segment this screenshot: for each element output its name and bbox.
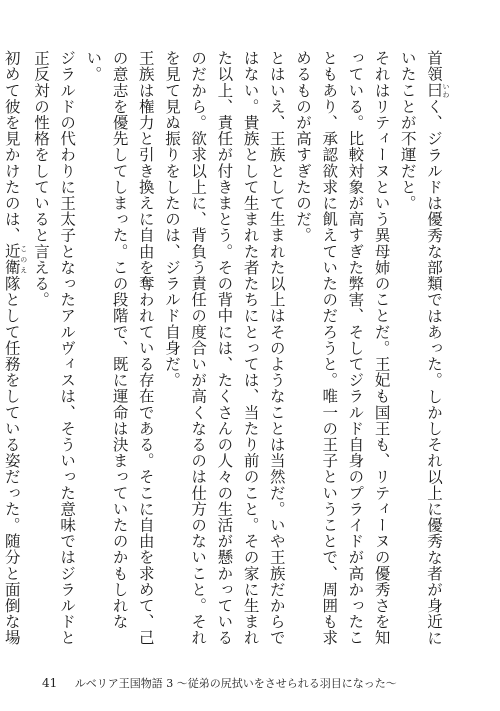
paragraph-5: ジラルドの代わりに王太子となったアルヴィスは、そういった意味ではジラルドと正反対の性格をしていると言える。 [31,50,77,646]
paragraph-6: 初めて彼を見かけたのは、近衛 このえ隊として任務をしている姿だった。随分と面倒な場 [2,50,28,646]
book-title: ルベリア王国物語 3 〜従弟の尻拭いをさせられる羽目になった〜 [74,677,397,690]
paragraph-3: とはいえ、王族として生まれた以上はそのようなことは当然だ。いや王族だからではない。貴族として生まれた者たちにとっては、当たり前のこと。その家に生まれた以上、責任が付きまとう。その背中には、たくさんの人々の生活が懸かっているのだから。欲求以上に、背負う責任の度合いが高くなるのは仕方のないこと。それを見て見ぬ振りをしたのは、ジラルド自身だ。 [162,50,286,646]
paragraph-4: 王族は権力と引き換えに自由を奪われている存在である。そこに自由を求めて、己の意志を優先してしまった。この段階で、既に運命は決まっていたのかもしれない。 [84,50,155,646]
page-footer [42,675,397,691]
paragraph-1: 首領曰 いわく、ジラルドは優秀な部類ではあった。しかしそれ以上に優秀な者が身近にいたことが不運だと。 [398,50,450,646]
ruby-konoe: 近衛 このえ [2,243,28,276]
body-text [2,50,450,646]
page-number: 41 [42,676,58,690]
ruby-iwaku: 曰 いわ [425,82,450,99]
paragraph-2: それはリティーヌという異母姉のことだ。王妃も国王も、リティーヌの優秀さを知っている。比較対象が高すぎた弊害、そしてジラルド自身のプライドが高かったこともあり、承認欲求に飢えていたのだろうと。唯一の王子ということで、周囲も求めるものが高すぎたのだ。 [293,50,391,646]
